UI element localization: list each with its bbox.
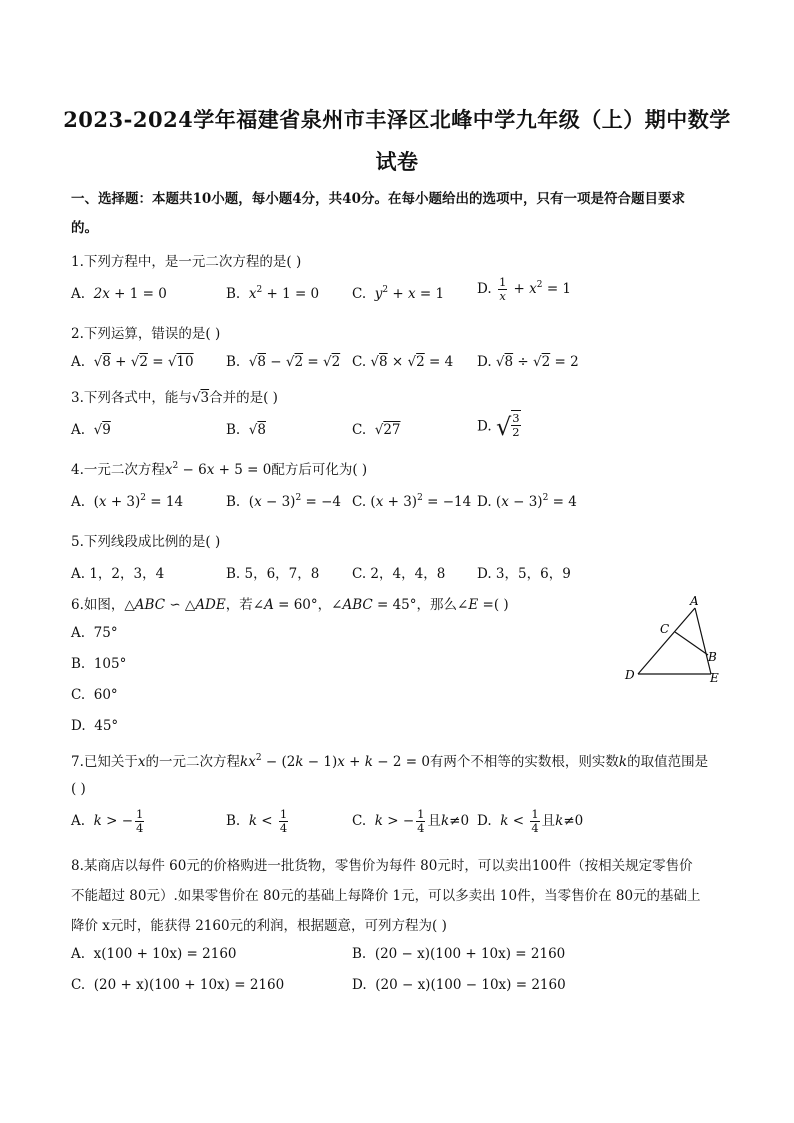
question-8-stem-line1: 8.某商店以每件 60元的价格购进一批货物，零售价为每件 80元时，可以卖出100件（按相关规定零售价 (71, 858, 693, 874)
question-6-stem: 6.如图，△ABC ∽ △ADE，若∠A = 60°，∠ABC = 45°，那么∠E =( ) (71, 597, 509, 613)
question-7-stem: 7.已知关于x的一元二次方程$kx^2 - (2k - 1)x + k - 2 = 0$有两个不相等的实数根，则实数k的取值范围是 (71, 753, 709, 770)
q1-option-b: B. $x^2 + 1 = 0$ (226, 285, 320, 302)
q4-option-d: D. $(x - 3)^2 = 4$ (477, 493, 577, 510)
label-e: E (710, 671, 719, 685)
q3-option-d: D. √ $\frac{3}{2}$ (477, 410, 521, 444)
label-a: A (690, 594, 699, 608)
q4-option-a: A. $(x + 3)^2 = 14$ (71, 493, 184, 510)
q2-option-a: A. √8 + √2 = √10 (71, 354, 194, 370)
q2-option-b: B. √8 − √2 = √2 (226, 354, 341, 370)
q5-option-c: C. 2，4，4，8 (352, 566, 446, 582)
q5-option-b: B. 5，6，7，8 (226, 566, 320, 582)
q8-option-a: A. x(100 + 10x) = 2160 (71, 946, 237, 962)
q8-option-d: D. (20 − x)(100 − 10x) = 2160 (352, 977, 566, 993)
q1-option-d: D. $\frac{1}{x}$ + $x^2 = 1$ (477, 275, 572, 304)
label-c: C (660, 622, 670, 636)
q6-option-c: C. 60° (71, 687, 118, 703)
label-b: B (708, 650, 717, 664)
segment-ae (695, 608, 711, 674)
q2-option-d: D. √8 ÷ √2 = 2 (477, 354, 579, 370)
question-2-stem: 2.下列运算，错误的是( ) (71, 326, 221, 342)
q1-option-a: A. 2x + 1 = 0 (71, 286, 167, 302)
q6-option-d: D. 45° (71, 718, 119, 734)
q7-option-d: D. k < $\frac{1}{4}$ 且k≠0 (477, 807, 584, 836)
q6-option-a: A. 75° (71, 625, 118, 641)
q6-option-b: B. 105° (71, 656, 127, 672)
question-1-stem: 1.下列方程中，是一元二次方程的是( ) (71, 254, 302, 270)
question-3-stem: 3.下列各式中，能与√3合并的是( ) (71, 390, 278, 406)
q2-option-c: C. √8 × √2 = 4 (352, 354, 454, 370)
question-5-stem: 5.下列线段成比例的是( ) (71, 534, 221, 550)
question-8-stem-line3: 降价 x元时，能获得 2160元的利润，根据题意，可列方程为( ) (71, 918, 447, 934)
question-8-stem-line2: 不能超过 80元）.如果零售价在 80元的基础上每降价 1元，可以多卖出 10件，当零售价在 80元的基础上 (71, 888, 701, 904)
q4-option-c: C. $(x + 3)^2 = -14$ (352, 493, 472, 510)
question-4-stem: 4.一元二次方程$x^2 - 6x + 5 = 0$配方后可化为( ) (71, 461, 368, 478)
q3-option-c: C. √27 (352, 422, 401, 438)
triangle-figure (620, 592, 730, 687)
q7-option-c: C. k > − $\frac{1}{4}$ 且k≠0 (352, 807, 470, 836)
q3-option-b: B. √8 (226, 422, 266, 438)
q8-option-c: C. (20 + x)(100 + 10x) = 2160 (71, 977, 285, 993)
segment-ad (638, 608, 695, 674)
q7-option-a: A. k > − $\frac{1}{4}$ (71, 807, 144, 836)
page-title-line1: 2023-2024学年福建省泉州市丰泽区北峰中学九年级（上）期中数学 (63, 107, 731, 132)
page-title-line2: 试卷 (375, 149, 419, 174)
q1-option-c: C. $y^2 + x = 1$ (352, 285, 445, 302)
q5-option-a: A. 1，2，3，4 (71, 566, 165, 582)
q5-option-d: D. 3，5，6，9 (477, 566, 571, 582)
section-heading: 一、选择题：本题共10小题，每小题4分，共40分。在每小题给出的选项中，只有一项是符合题目要求 (71, 191, 685, 207)
q8-option-b: B. (20 − x)(100 + 10x) = 2160 (352, 946, 566, 962)
q7-option-b: B. k < $\frac{1}{4}$ (226, 807, 288, 836)
q4-option-b: B. $(x - 3)^2 = -4$ (226, 493, 341, 510)
q3-option-a: A. √9 (71, 422, 111, 438)
label-d: D (625, 668, 635, 682)
question-7-stem-cont: ( ) (71, 781, 86, 797)
section-heading-cont: 的。 (71, 220, 98, 236)
